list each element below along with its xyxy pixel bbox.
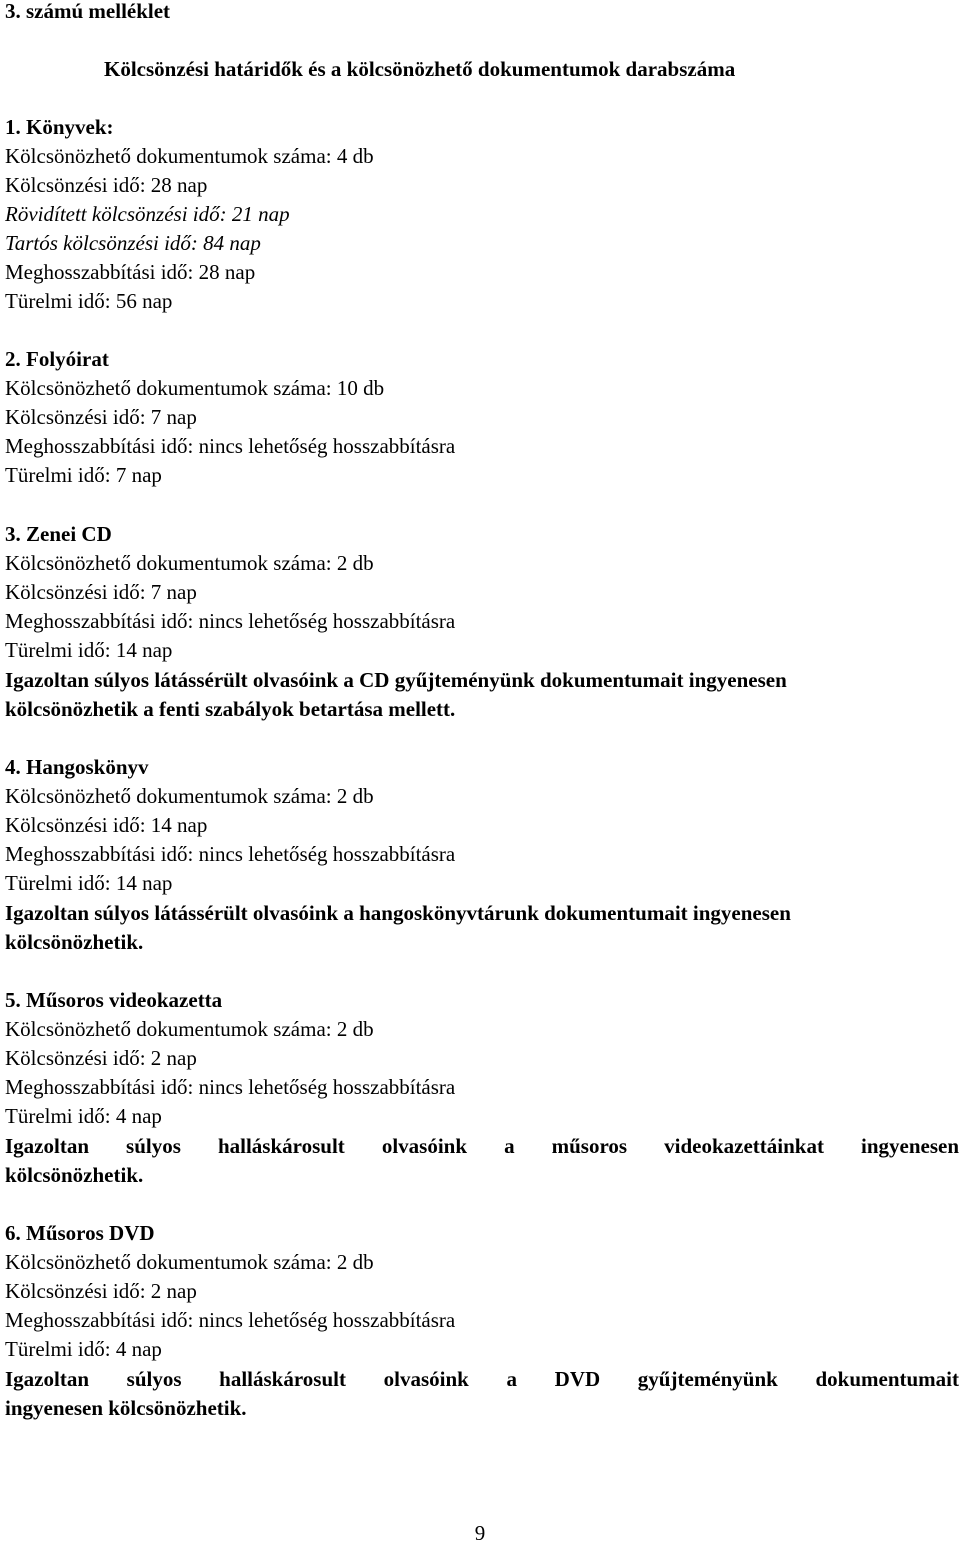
videotape-max-items: Kölcsönözhető dokumentumok száma: 2 db [5,1017,374,1041]
music-cd-max-items: Kölcsönözhető dokumentumok száma: 2 db [5,551,374,575]
section-heading-books: 1. Könyvek: [5,115,114,139]
books-loan-period: Kölcsönzési idő: 28 nap [5,173,208,197]
dvd-extension-period: Meghosszabbítási idő: nincs lehetőség hosszabbításra [5,1308,456,1332]
videotape-note-line-2: kölcsönözhetik. [5,1163,144,1187]
audiobook-note-line-2: kölcsönözhetik. [5,930,144,954]
videotape-extension-period: Meghosszabbítási idő: nincs lehetőség hosszabbításra [5,1075,456,1099]
books-max-items: Kölcsönözhető dokumentumok száma: 4 db [5,144,374,168]
music-cd-note-line-2: kölcsönözhetik a fenti szabályok betartása mellett. [5,697,456,721]
videotape-loan-period: Kölcsönzési idő: 2 nap [5,1046,197,1070]
section-heading-audiobook: 4. Hangoskönyv [5,755,149,779]
audiobook-extension-period: Meghosszabbítási idő: nincs lehetőség hosszabbításra [5,842,456,866]
dvd-note-line-1: Igazoltan súlyos halláskárosult olvasóink a DVD gyűjteményünk dokumentumait [5,1367,959,1391]
audiobook-note-line-1: Igazoltan súlyos látássérült olvasóink a hangoskönyvtárunk dokumentumait ingyenesen [5,901,791,925]
dvd-max-items: Kölcsönözhető dokumentumok száma: 2 db [5,1250,374,1274]
audiobook-loan-period: Kölcsönzési idő: 14 nap [5,813,208,837]
dvd-note-line-2: ingyenesen kölcsönözhetik. [5,1396,247,1420]
books-short-loan-period: Rövidített kölcsönzési idő: 21 nap [5,202,290,226]
section-heading-periodicals: 2. Folyóirat [5,347,109,371]
dvd-grace-period: Türelmi idő: 4 nap [5,1337,162,1361]
videotape-note-line-1: Igazoltan súlyos halláskárosult olvasóink a műsoros videokazettáinkat ingyenesen [5,1134,959,1158]
section-heading-videotape: 5. Műsoros videokazetta [5,988,223,1012]
document-header: 3. számú melléklet [5,0,171,23]
audiobook-max-items: Kölcsönözhető dokumentumok száma: 2 db [5,784,374,808]
document-title: Kölcsönzési határidők és a kölcsönözhető dokumentumok darabszáma [104,57,736,81]
music-cd-grace-period: Türelmi idő: 14 nap [5,638,173,662]
dvd-loan-period: Kölcsönzési idő: 2 nap [5,1279,197,1303]
books-grace-period: Türelmi idő: 56 nap [5,289,173,313]
section-heading-music-cd: 3. Zenei CD [5,522,112,546]
music-cd-extension-period: Meghosszabbítási idő: nincs lehetőség hosszabbításra [5,609,456,633]
section-heading-dvd: 6. Műsoros DVD [5,1221,155,1245]
periodicals-extension-period: Meghosszabbítási idő: nincs lehetőség hosszabbításra [5,434,456,458]
page-number: 9 [474,1521,486,1545]
music-cd-loan-period: Kölcsönzési idő: 7 nap [5,580,197,604]
audiobook-grace-period: Türelmi idő: 14 nap [5,871,173,895]
periodicals-grace-period: Türelmi idő: 7 nap [5,463,162,487]
videotape-grace-period: Türelmi idő: 4 nap [5,1104,162,1128]
music-cd-note-line-1: Igazoltan súlyos látássérült olvasóink a CD gyűjteményünk dokumentumait ingyenesen [5,668,787,692]
books-long-loan-period: Tartós kölcsönzési idő: 84 nap [5,231,261,255]
periodicals-max-items: Kölcsönözhető dokumentumok száma: 10 db [5,376,385,400]
periodicals-loan-period: Kölcsönzési idő: 7 nap [5,405,197,429]
books-extension-period: Meghosszabbítási idő: 28 nap [5,260,256,284]
